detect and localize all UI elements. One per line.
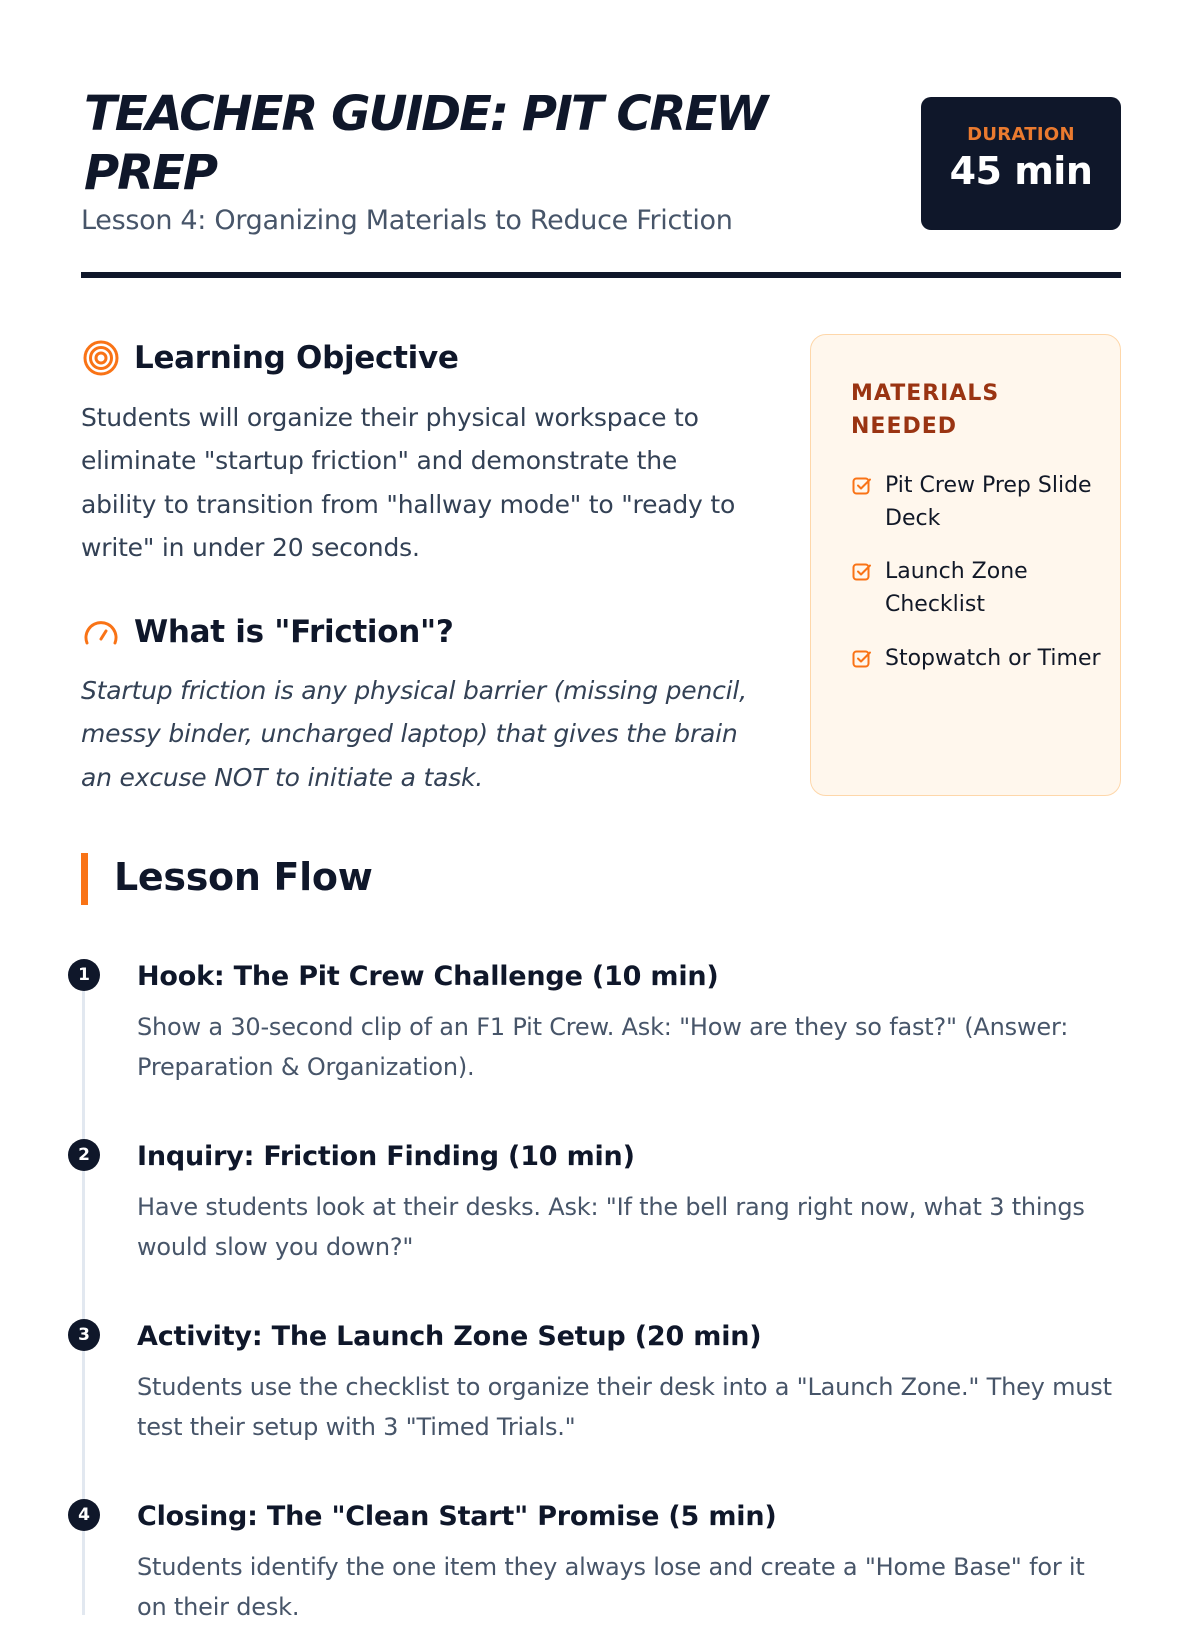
- friction-heading: [81, 612, 454, 652]
- friction-text: Startup friction is any physical barrier (missing pencil, messy binder, uncharged laptop) that gives the brain an excuse NOT to initiate a task.: [81, 676, 747, 792]
- step-number-badge: 4: [68, 1499, 100, 1531]
- checkbox-icon: [851, 561, 873, 583]
- step-number-badge: 1: [68, 959, 100, 991]
- step-number-badge: 2: [68, 1139, 100, 1171]
- accent-bar: [81, 853, 88, 905]
- header-divider: [81, 272, 1121, 278]
- step-description: Have students look at their desks. Ask: "If the bell rang right now, what 3 things would slow you down?": [137, 1193, 1085, 1261]
- materials-item: [851, 642, 1101, 675]
- step-title: Inquiry: Friction Finding (10 min): [137, 1141, 635, 1172]
- duration-badge: [921, 97, 1121, 230]
- lesson-flow-title: Lesson Flow: [114, 855, 373, 899]
- materials-card: [810, 334, 1121, 796]
- objective-heading: [81, 338, 459, 378]
- materials-item: [851, 469, 1101, 535]
- page-title: TEACHER GUIDE: PIT CREW PREP: [84, 86, 767, 201]
- header: [81, 80, 1121, 280]
- step-description: Students identify the one item they always lose and create a "Home Base" for it on their desk.: [137, 1553, 1085, 1621]
- step-number-badge: 3: [68, 1319, 100, 1351]
- materials-item-label: Stopwatch or Timer: [885, 646, 1101, 671]
- step-description: Students use the checklist to organize their desk into a "Launch Zone." They must test their setup with 3 "Timed Trials.": [137, 1373, 1112, 1441]
- step-title: Hook: The Pit Crew Challenge (10 min): [137, 961, 719, 992]
- objective-title: Learning Objective: [134, 340, 459, 376]
- checkbox-icon: [851, 475, 873, 497]
- friction-title: What is "Friction"?: [134, 614, 454, 650]
- target-icon: [81, 338, 121, 378]
- materials-item-label: Launch Zone Checklist: [885, 559, 1028, 617]
- objective-text: Students will organize their physical workspace to eliminate "startup friction" and demonstrate the ability to transition from "hallway mode" to "ready to write" in under 20 seconds.: [81, 403, 736, 562]
- step-description: Show a 30-second clip of an F1 Pit Crew. Ask: "How are they so fast?" (Answer: Preparation & Organization).: [137, 1013, 1069, 1081]
- materials-item-label: Pit Crew Prep Slide Deck: [885, 473, 1092, 531]
- teacher-guide-page: [78, 0, 1121, 1621]
- duration-label: DURATION: [967, 124, 1075, 145]
- step-title: Activity: The Launch Zone Setup (20 min): [137, 1321, 762, 1352]
- gauge-icon: [81, 612, 121, 652]
- materials-item: [851, 555, 1101, 621]
- duration-value: 45 min: [949, 149, 1093, 193]
- checkbox-icon: [851, 648, 873, 670]
- materials-title: MATERIALS NEEDED: [851, 381, 1000, 439]
- step-title: Closing: The "Clean Start" Promise (5 min): [137, 1501, 777, 1532]
- page-subtitle: Lesson 4: Organizing Materials to Reduce Friction: [81, 205, 733, 236]
